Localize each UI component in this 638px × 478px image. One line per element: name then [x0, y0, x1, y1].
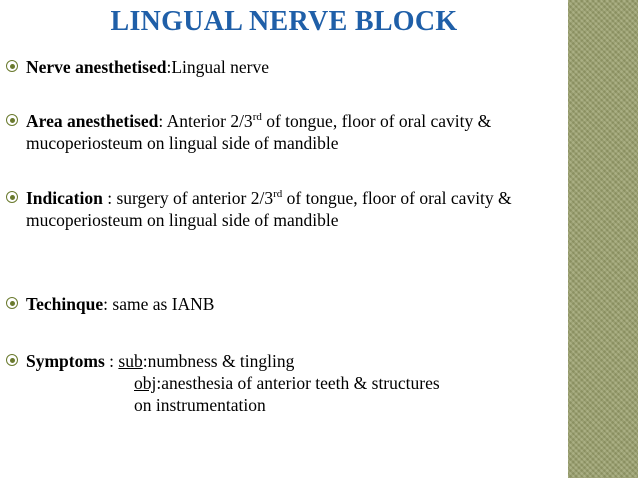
- bullet-term: Nerve anesthetised: [26, 57, 167, 77]
- objective-label: obj: [134, 373, 157, 393]
- bullet-text: surgery of anterior 2/3: [116, 188, 274, 208]
- subjective-text: :numbness & tingling: [142, 351, 295, 371]
- bullet-icon: [6, 114, 18, 126]
- subjective-label: sub: [118, 351, 143, 371]
- bullet-text-continued: of tongue, floor of oral cavity & mucoperiosteum on lingual side of mandible: [26, 111, 492, 153]
- superscript: rd: [252, 111, 262, 123]
- bullet-separator: :: [102, 188, 117, 208]
- bullet-text-continued: of tongue, floor of oral cavity & mucoperiosteum on lingual side of mandible: [26, 188, 512, 230]
- bullet-technique: [6, 293, 562, 315]
- bullet-text: Lingual nerve: [171, 57, 269, 77]
- bullet-text: same as IANB: [112, 294, 215, 314]
- objective-text: :anesthesia of anterior teeth & structures: [156, 373, 440, 393]
- slide-title: LINGUAL NERVE BLOCK: [110, 6, 458, 37]
- decorative-sidebar: [568, 0, 638, 478]
- bullet-term: Techinque: [26, 294, 104, 314]
- bullet-term: Area anesthetised: [26, 111, 159, 131]
- bullet-separator: :: [166, 57, 172, 77]
- bullet-symptoms: [6, 350, 562, 416]
- superscript: rd: [273, 188, 283, 200]
- objective-line-2: on instrumentation: [134, 395, 266, 415]
- objective-line: [26, 372, 562, 394]
- bullet-separator: :: [158, 111, 167, 131]
- bullet-icon: [6, 354, 18, 366]
- bullet-separator: :: [104, 351, 119, 371]
- bullet-icon: [6, 297, 18, 309]
- bullet-term: Indication: [26, 188, 103, 208]
- bullet-icon: [6, 60, 18, 72]
- bullet-indication: [6, 187, 562, 231]
- bullet-area-anesthetised: [6, 110, 562, 154]
- bullet-text: Anterior 2/3: [166, 111, 253, 131]
- bullet-separator: :: [103, 294, 113, 314]
- bullet-nerve-anesthetised: [6, 56, 562, 78]
- bullet-icon: [6, 191, 18, 203]
- bullet-term: Symptoms: [26, 351, 105, 371]
